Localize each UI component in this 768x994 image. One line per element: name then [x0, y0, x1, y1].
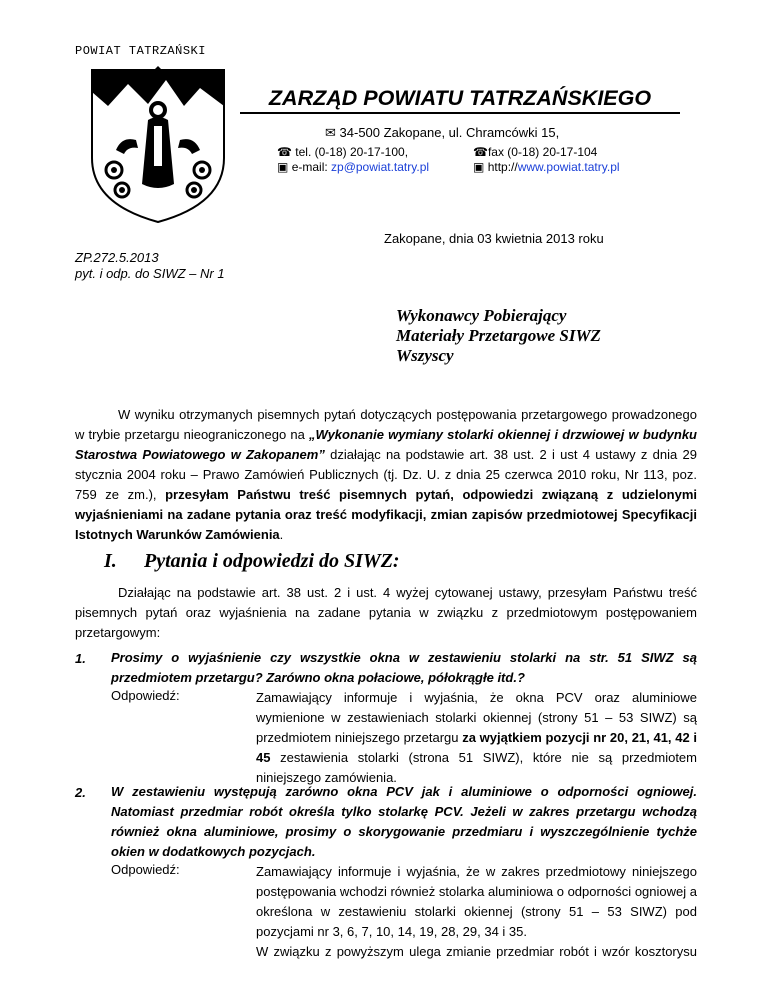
question-text: W zestawieniu występują zarówno okna PCV jak i aluminiowe o odporności ogniowej. Natomiast przedmiar robót określa tylko stolarkę PCV. Jeżeli w zakres przetargu wchodzą również okna aluminiowe, prosimy o skorygowanie przedmiaru i wyszczególnienie tychże okien w dodatkowych pozycjach. — [111, 784, 697, 859]
section-heading — [104, 550, 400, 573]
reference-block — [75, 250, 225, 282]
intro-text-1: W wyniku otrzymanych pisemnych pytań dotyczących postępowania przetargowego prowadzonego w trybie przetargu nieograniczonego na — [75, 407, 697, 442]
computer-icon: ▣ — [473, 160, 485, 174]
recipient-line-2: Materiały Przetargowe SIWZ — [396, 326, 601, 345]
answer-bold: za wyjątkiem pozycji nr 20, 21, 41, 42 i 45 — [256, 730, 698, 765]
answer-text-2: W związku z powyższym ulega zmianie przedmiar robót i wzór kosztorysu — [256, 944, 697, 959]
phone-icon: ☎ — [277, 145, 292, 159]
contact-left — [277, 145, 429, 175]
coat-of-arms-icon — [88, 66, 228, 226]
recipient-line-3: Wszyscy — [396, 346, 454, 365]
intro-paragraph — [75, 405, 697, 545]
organization-title: ZARZĄD POWIATU TATRZAŃSKIEGO — [268, 86, 652, 110]
answer-text — [256, 688, 697, 788]
intro-text-2: działając na podstawie art. 38 ust. 2 i ust 4 ustawy z dnia 29 stycznia 2004 roku – Prawo Zamówień Publicznych (tj. Dz. U. z dnia 25 czerwca 2010 roku, Nr 113, poz. 759 ze zm.), — [75, 447, 697, 502]
answer-label: Odpowiedź: — [111, 862, 180, 877]
email-link[interactable]: zp@powiat.tatry.pl — [331, 160, 430, 174]
letter-date: Zakopane, dnia 03 kwietnia 2013 roku — [384, 231, 604, 246]
reference-subject: pyt. i odp. do SIWZ – Nr 1 — [75, 266, 225, 281]
address-text: 34-500 Zakopane, ul. Chramcówki 15, — [339, 125, 560, 140]
question-text: Prosimy o wyjaśnienie czy wszystkie okna w zestawieniu stolarki na str. 51 SIWZ są przedmiotem przetargu? Zarówno okna połaciowe, półokrągłe itd.? — [111, 650, 697, 685]
contract-name: „Wykonanie wymiany stolarki okiennej i drzwiowej w budynku Starostwa Powiatowego w Zakopanem” — [75, 427, 697, 462]
answer-label: Odpowiedź: — [111, 688, 180, 703]
section-title: Pytania i odpowiedzi do SIWZ: — [144, 550, 400, 572]
intro-bold-text: przesyłam Państwu treść pisemnych pytań, odpowiedzi związaną z udzielonymi wyjaśnieniami na zadane pytania oraz treść modyfikacji, zmian zapisów przedmiotowej Specyfikacji Istotnych Warunków Zamówienia — [75, 487, 697, 542]
envelope-icon: ✉ — [325, 125, 336, 140]
answer-text — [256, 862, 697, 962]
recipients — [396, 306, 601, 366]
address-line — [325, 125, 559, 141]
section-intro: Działając na podstawie art. 38 ust. 2 i ust. 4 wyżej cytowanej ustawy, przesyłam Państwu treść pisemnych pytań oraz wyjaśnienia na zadane pytania w związku z przedmiotowym postępowaniem przetargowym: — [75, 585, 697, 640]
answer-text-2: zestawienia stolarki (strona 51 SIWZ), które nie są przedmiotem niniejszego zamówienia. — [256, 750, 697, 785]
fax-text: fax (0-18) 20-17-104 — [487, 145, 598, 159]
reference-number: ZP.272.5.2013 — [75, 250, 159, 265]
www-prefix: http:// — [487, 160, 518, 174]
answer-text-1: Zamawiający informuje i wyjaśnia, że w zakres przedmiotowy niniejszego postępowania wchodzi również stolarka aluminiowa o odporności ogniowej a określona w zestawieniu stolarki okiennej (strony 51 – 53 SIWZ) pod pozycjami nr 3, 6, 7, 10, 14, 19, 28, 29, 34 i 35. — [256, 864, 697, 939]
answer-text-1: Zamawiający informuje i wyjaśnia, że okna PCV oraz aluminiowe wymienione w zestawieniach stolarki okiennej (strony 51 – 53 SIWZ) są przedmiotem niniejszego przetargu — [256, 690, 697, 745]
recipient-line-1: Wykonawcy Pobierający — [396, 306, 567, 325]
question-number: 1. — [75, 651, 86, 666]
section-number: I. — [104, 550, 117, 572]
county-label: POWIAT TATRZAŃSKI — [75, 44, 206, 58]
title-underline — [240, 112, 680, 114]
phone-text: tel. (0-18) 20-17-100, — [295, 145, 409, 159]
intro-end: . — [279, 527, 284, 542]
computer-icon: ▣ — [277, 160, 289, 174]
contact-right — [473, 145, 620, 175]
website-link[interactable]: www.powiat.tatry.pl — [517, 160, 620, 174]
email-prefix: e-mail: — [291, 160, 332, 174]
question-number: 2. — [75, 785, 86, 800]
fax-icon: ☎ — [473, 145, 488, 159]
